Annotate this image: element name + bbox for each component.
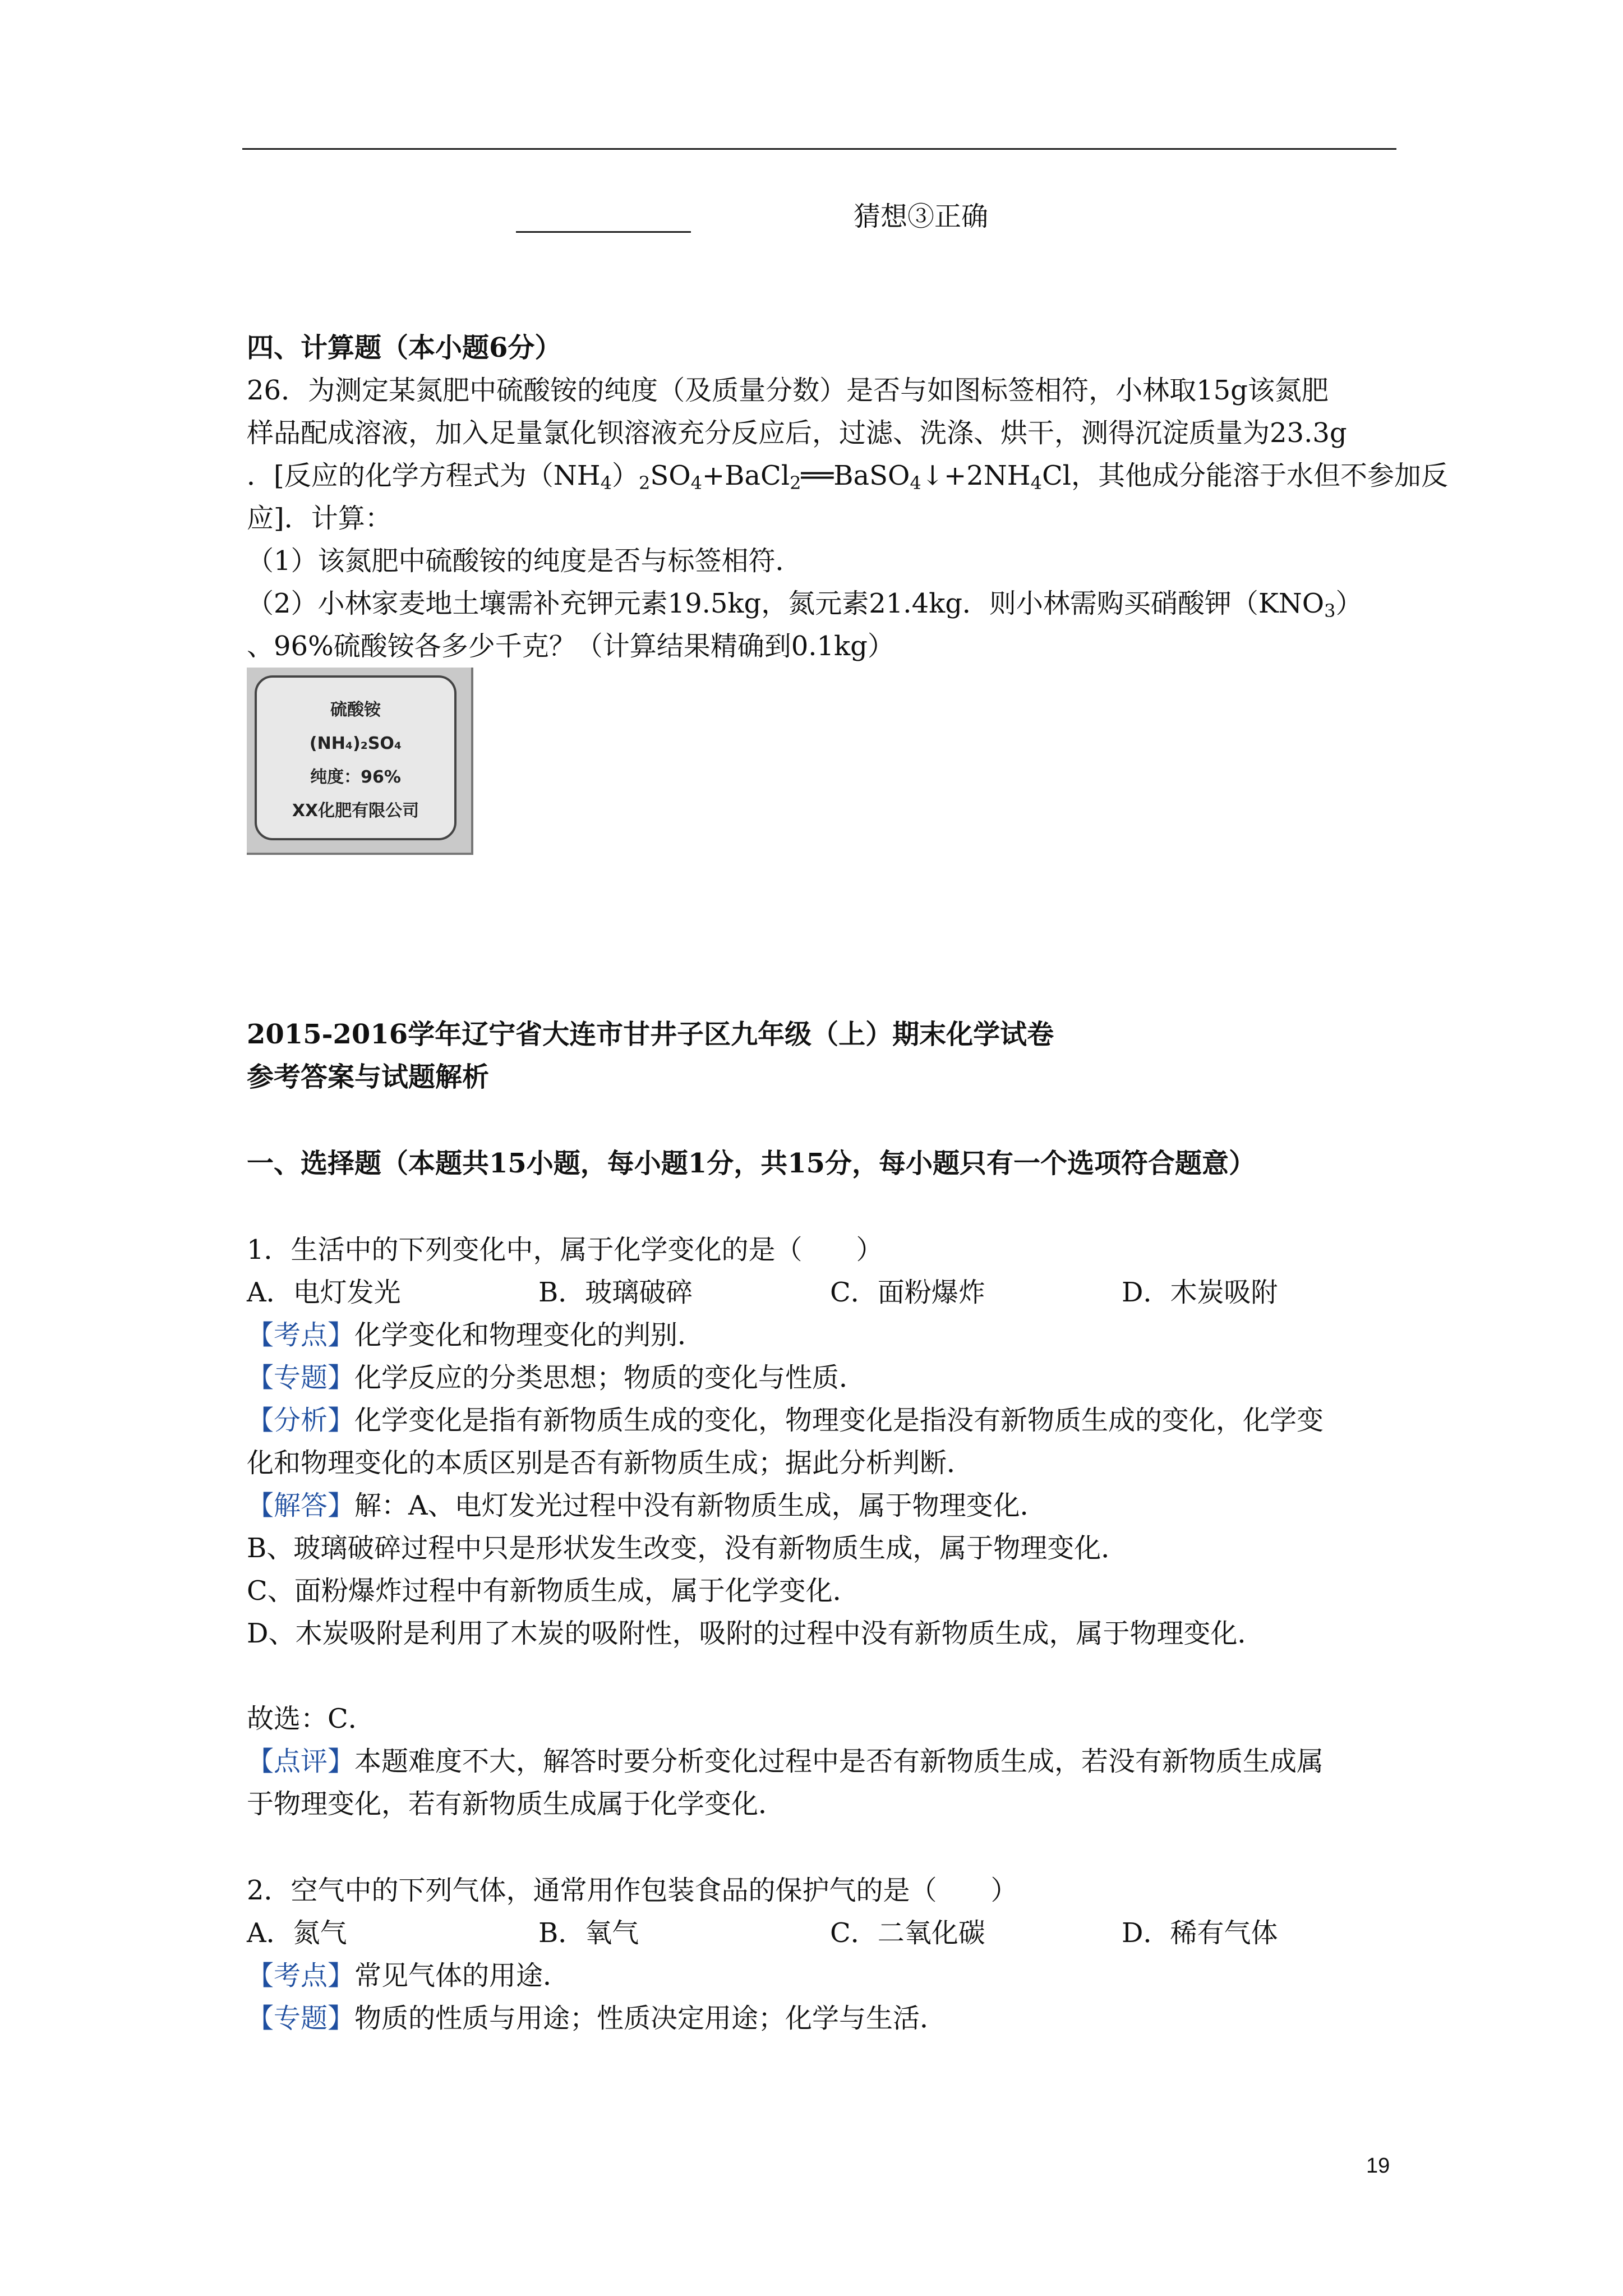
q2-option-c: C．二氧化碳	[830, 1917, 985, 1949]
label-formula: (NH₄)₂SO₄	[309, 734, 402, 753]
q1-dianping: 【点评】本题难度不大，解答时要分析变化过程中是否有新物质生成，若没有新物质生成属	[247, 1746, 1324, 1777]
q26-subquestion-1: （1）该氮肥中硫酸铵的纯度是否与标签相符．	[247, 545, 803, 577]
q1-dianping-cont: 于物理变化，若有新物质生成属于化学变化．	[247, 1788, 786, 1820]
q1-option-d: D．木炭吸附	[1122, 1277, 1278, 1308]
q26-line-2: 样品配成溶液，加入足量氯化钡溶液充分反应后，过滤、洗涤、烘干，测得沉淀质量为23.3g	[247, 417, 1347, 449]
header-rule	[242, 148, 1396, 150]
q1-option-a: A．电灯发光	[247, 1277, 401, 1308]
q1-fenxi: 【分析】化学变化是指有新物质生成的变化，物理变化是指没有新物质生成的变化，化学变	[247, 1405, 1324, 1436]
answer-key-title: 2015-2016学年辽宁省大连市甘井子区九年级（上）期末化学试卷	[247, 1019, 1054, 1050]
label-company: XX化肥有限公司	[292, 801, 419, 821]
fertilizer-label-card	[255, 675, 457, 840]
q26-line-4: 应]．计算：	[247, 503, 392, 534]
page-number: 19	[1366, 2154, 1390, 2178]
q1-choice: 故选：C．	[247, 1703, 375, 1734]
q1-option-b: B．玻璃破碎	[538, 1277, 693, 1308]
q1-kaodian: 【考点】化学变化和物理变化的判别．	[247, 1319, 705, 1351]
section-heading-choice: 一、选择题（本题共15小题，每小题1分，共15分，每小题只有一个选项符合题意）	[247, 1148, 1256, 1179]
label-product-name: 硫酸铵	[330, 700, 381, 720]
answer-key-subtitle: 参考答案与试题解析	[247, 1061, 490, 1093]
conclusion-text: 猜想③正确	[854, 201, 989, 232]
q1-stem: 1．生活中的下列变化中，属于化学变化的是（ ）	[247, 1234, 883, 1266]
q1-jieda-c: C、面粉爆炸过程中有新物质生成，属于化学变化．	[247, 1575, 860, 1607]
q2-option-a: A．氮气	[247, 1917, 347, 1949]
q2-option-d: D．稀有气体	[1122, 1917, 1278, 1949]
q1-jieda-b: B、玻璃破碎过程中只是形状发生改变，没有新物质生成，属于物理变化．	[247, 1533, 1128, 1564]
q2-stem: 2．空气中的下列气体，通常用作包装食品的保护气的是（ ）	[247, 1875, 1018, 1906]
answer-blank	[516, 231, 691, 233]
q1-zhuanti: 【专题】化学反应的分类思想；物质的变化与性质．	[247, 1362, 866, 1393]
q2-option-b: B．氧气	[538, 1917, 639, 1949]
q1-option-c: C．面粉爆炸	[830, 1277, 985, 1308]
fertilizer-label-image	[247, 668, 473, 855]
q26-subquestion-2: （2）小林家麦地土壤需补充钾元素19.5kg，氮元素21.4kg．则小林需购买硝酸钾$(KNO_3)$	[247, 588, 1363, 622]
q26-line-1: 26．为测定某氮肥中硫酸铵的纯度（及质量分数）是否与如图标签相符，小林取15g该氮肥	[247, 375, 1329, 406]
q1-jieda-d: D、木炭吸附是利用了木炭的吸附性，吸附的过程中没有新物质生成，属于物理变化．	[247, 1618, 1265, 1649]
label-purity: 纯度：96%	[310, 767, 401, 787]
section-heading-calculation: 四、计算题（本小题6分）	[247, 332, 562, 364]
q2-zhuanti: 【专题】物质的性质与用途；性质决定用途；化学与生活．	[247, 2003, 947, 2034]
q1-fenxi-cont: 化和物理变化的本质区别是否有新物质生成；据此分析判断．	[247, 1447, 974, 1479]
q1-jieda: 【解答】解：A、电灯发光过程中没有新物质生成，属于物理变化．	[247, 1490, 1047, 1521]
q26-subquestion-2-cont: 、96%硫酸铵各多少千克？（计算结果精确到0.1kg）	[247, 631, 895, 662]
q2-kaodian: 【考点】常见气体的用途．	[247, 1960, 570, 1991]
q26-line-3: ．[反应的化学方程式为$(NH_4)_2SO_4+BaCl_2══BaSO_4↓+2NH_4Cl$，其他成分能溶于水但不参加反	[247, 460, 1449, 494]
